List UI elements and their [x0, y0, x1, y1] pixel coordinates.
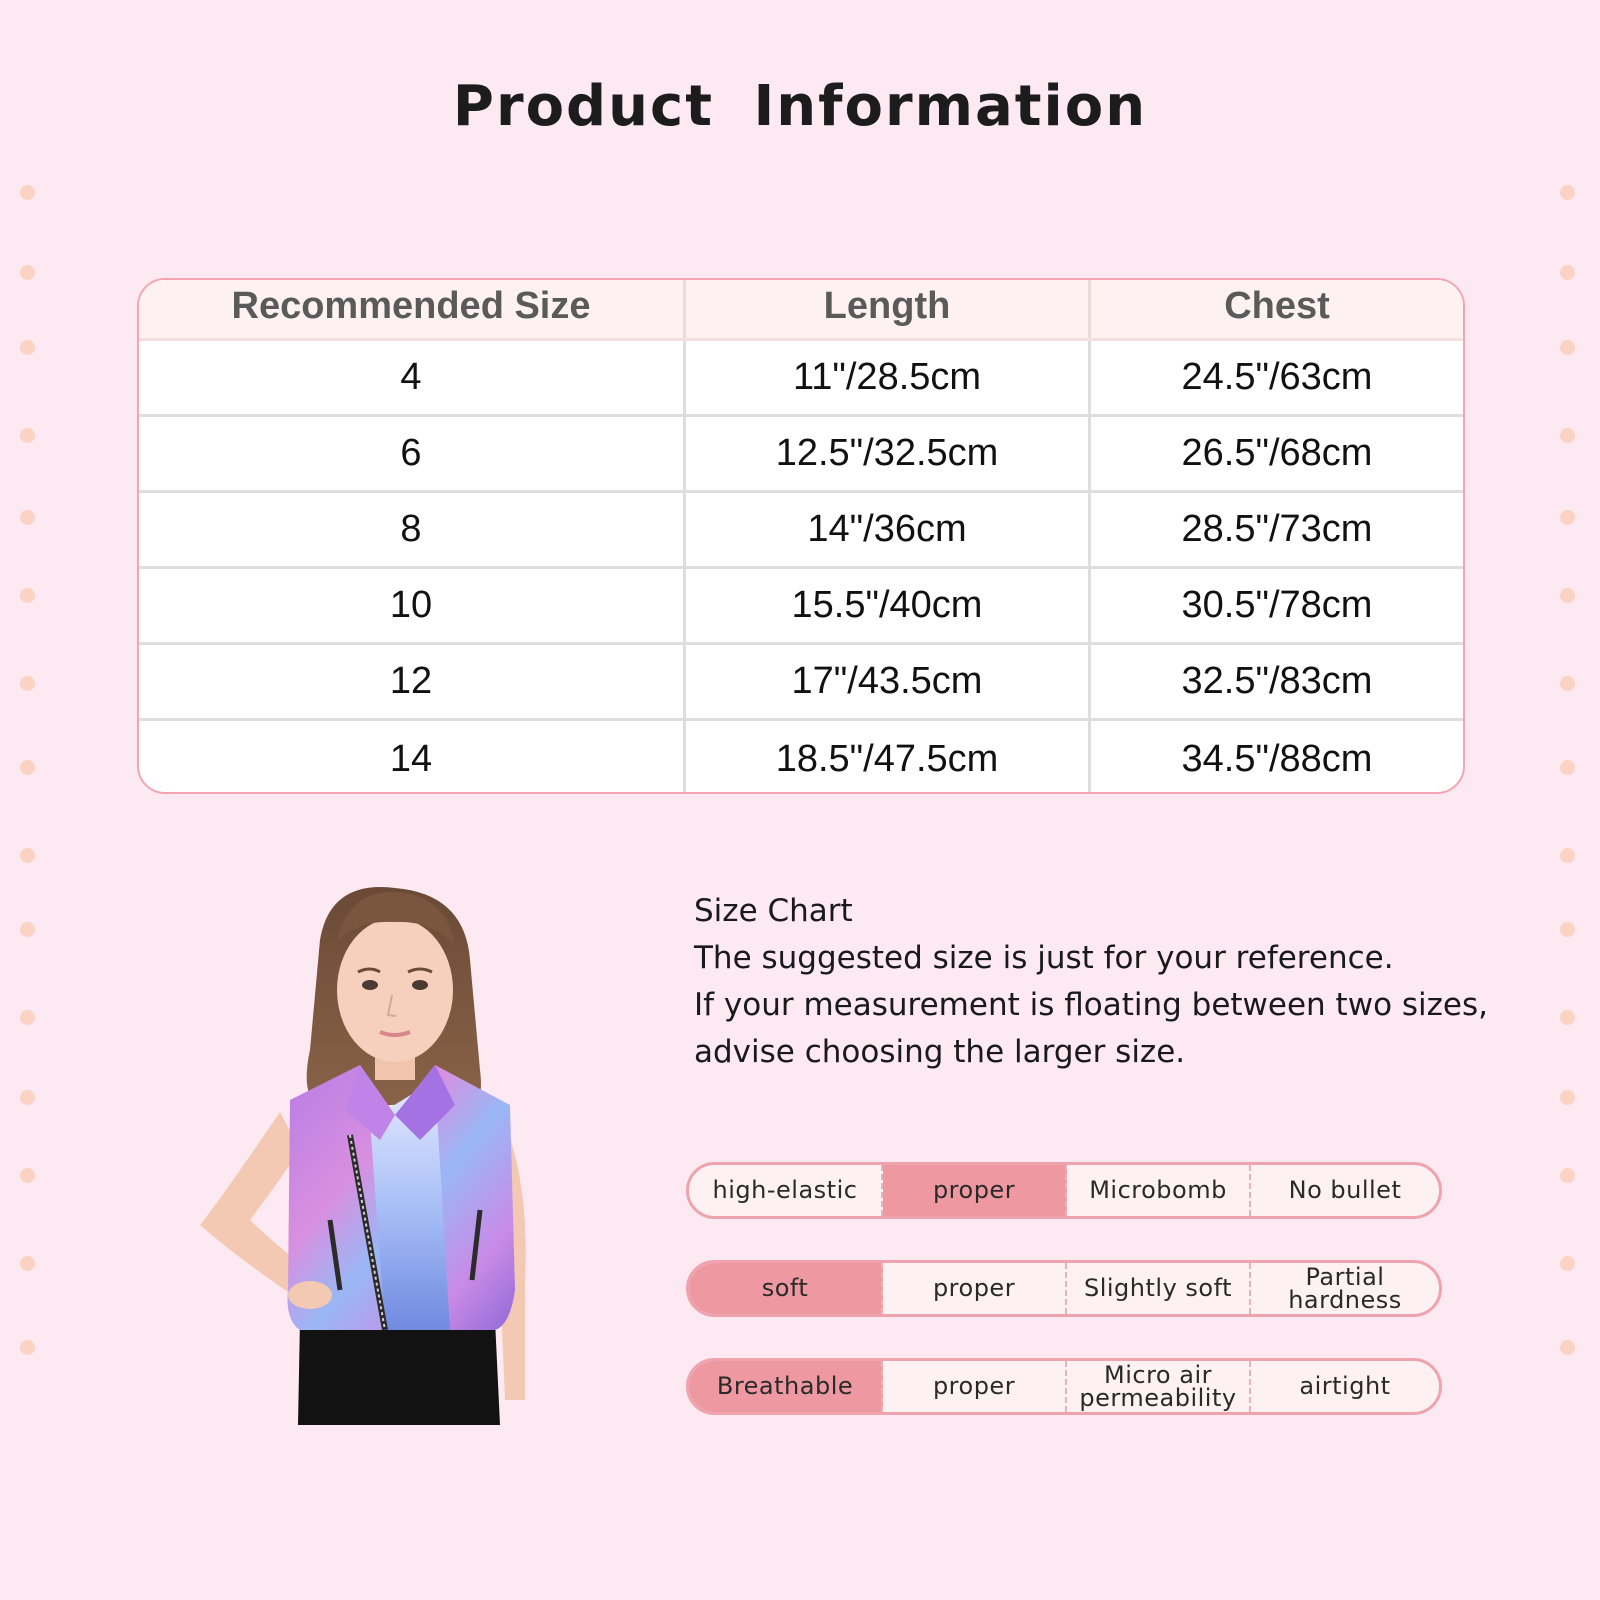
decorative-dot — [20, 922, 35, 937]
size-table — [137, 278, 1465, 794]
cell-chest: 32.5"/83cm — [1181, 660, 1373, 702]
decorative-dot — [1560, 185, 1575, 200]
decorative-dots-right — [1560, 0, 1580, 1600]
decorative-dot — [1560, 588, 1575, 603]
decorative-dot — [20, 340, 35, 355]
size-note — [694, 888, 1488, 1076]
page-title: Product Information — [452, 74, 1148, 139]
scale-option-selected: proper — [883, 1165, 1067, 1216]
decorative-dot — [1560, 340, 1575, 355]
cell-length: 14"/36cm — [686, 493, 1091, 566]
note-line: If your measurement is floating between two sizes, — [694, 987, 1488, 1023]
table-row — [139, 493, 1463, 569]
scale-option-selected: Breathable — [689, 1361, 883, 1412]
decorative-dot — [1560, 510, 1575, 525]
cell-chest: 30.5"/78cm — [1181, 584, 1373, 626]
cell-size: 14 — [139, 721, 686, 794]
cell-length: 18.5"/47.5cm — [686, 721, 1091, 794]
decorative-dot — [20, 848, 35, 863]
decorative-dot — [20, 1168, 35, 1183]
scale-option-selected: soft — [689, 1263, 883, 1314]
decorative-dot — [20, 265, 35, 280]
decorative-dot — [1560, 848, 1575, 863]
note-line: advise choosing the larger size. — [694, 1034, 1186, 1070]
decorative-dot — [20, 185, 35, 200]
note-line: The suggested size is just for your reference. — [694, 940, 1394, 976]
table-row — [139, 569, 1463, 645]
decorative-dot — [1560, 1010, 1575, 1025]
note-heading: Size Chart — [694, 893, 853, 929]
cell-length: 15.5"/40cm — [686, 569, 1091, 642]
cell-chest: 26.5"/68cm — [1181, 432, 1373, 474]
table-row — [139, 341, 1463, 417]
decorative-dot — [20, 428, 35, 443]
decorative-dot — [20, 510, 35, 525]
decorative-dot — [1560, 428, 1575, 443]
cell-length: 17"/43.5cm — [686, 645, 1091, 718]
decorative-dots-left — [20, 0, 40, 1600]
cell-chest: 28.5"/73cm — [1181, 508, 1373, 550]
decorative-dot — [20, 1010, 35, 1025]
column-header-length: Length — [686, 280, 1091, 338]
decorative-dot — [20, 760, 35, 775]
decorative-dot — [1560, 265, 1575, 280]
column-header-size: Recommended Size — [139, 280, 686, 338]
breathability-scale — [686, 1358, 1442, 1415]
cell-length: 12.5"/32.5cm — [686, 417, 1091, 490]
scale-option: Micro air permeability — [1067, 1361, 1251, 1412]
cell-chest: 34.5"/88cm — [1181, 737, 1373, 780]
decorative-dot — [20, 1090, 35, 1105]
decorative-dot — [1560, 1340, 1575, 1355]
cell-size: 4 — [139, 341, 686, 414]
scale-option: proper — [883, 1263, 1067, 1314]
table-row — [139, 645, 1463, 721]
scale-option: No bullet — [1288, 1176, 1402, 1204]
cell-chest: 24.5"/63cm — [1181, 356, 1373, 398]
decorative-dot — [1560, 1256, 1575, 1271]
scale-option: Slightly soft — [1067, 1263, 1251, 1314]
decorative-dot — [20, 1340, 35, 1355]
cell-size: 6 — [139, 417, 686, 490]
table-header-row — [139, 280, 1463, 341]
scale-option: high-elastic — [689, 1165, 883, 1216]
decorative-dot — [20, 588, 35, 603]
child-figure — [200, 887, 526, 1425]
cell-size: 12 — [139, 645, 686, 718]
scale-option: airtight — [1299, 1372, 1391, 1400]
decorative-dot — [1560, 1090, 1575, 1105]
scale-option: Microbomb — [1067, 1165, 1251, 1216]
scale-option: Partial hardness — [1288, 1262, 1402, 1314]
cell-size: 8 — [139, 493, 686, 566]
decorative-dot — [20, 1256, 35, 1271]
decorative-dot — [1560, 1168, 1575, 1183]
cell-length: 11"/28.5cm — [686, 341, 1091, 414]
product-photo — [180, 880, 580, 1425]
scale-option: proper — [883, 1361, 1067, 1412]
column-header-chest: Chest — [1224, 284, 1330, 327]
cell-size: 10 — [139, 569, 686, 642]
decorative-dot — [1560, 676, 1575, 691]
table-row — [139, 417, 1463, 493]
table-row — [139, 721, 1463, 794]
softness-scale — [686, 1260, 1442, 1317]
decorative-dot — [1560, 922, 1575, 937]
elasticity-scale — [686, 1162, 1442, 1219]
decorative-dot — [1560, 760, 1575, 775]
decorative-dot — [20, 676, 35, 691]
